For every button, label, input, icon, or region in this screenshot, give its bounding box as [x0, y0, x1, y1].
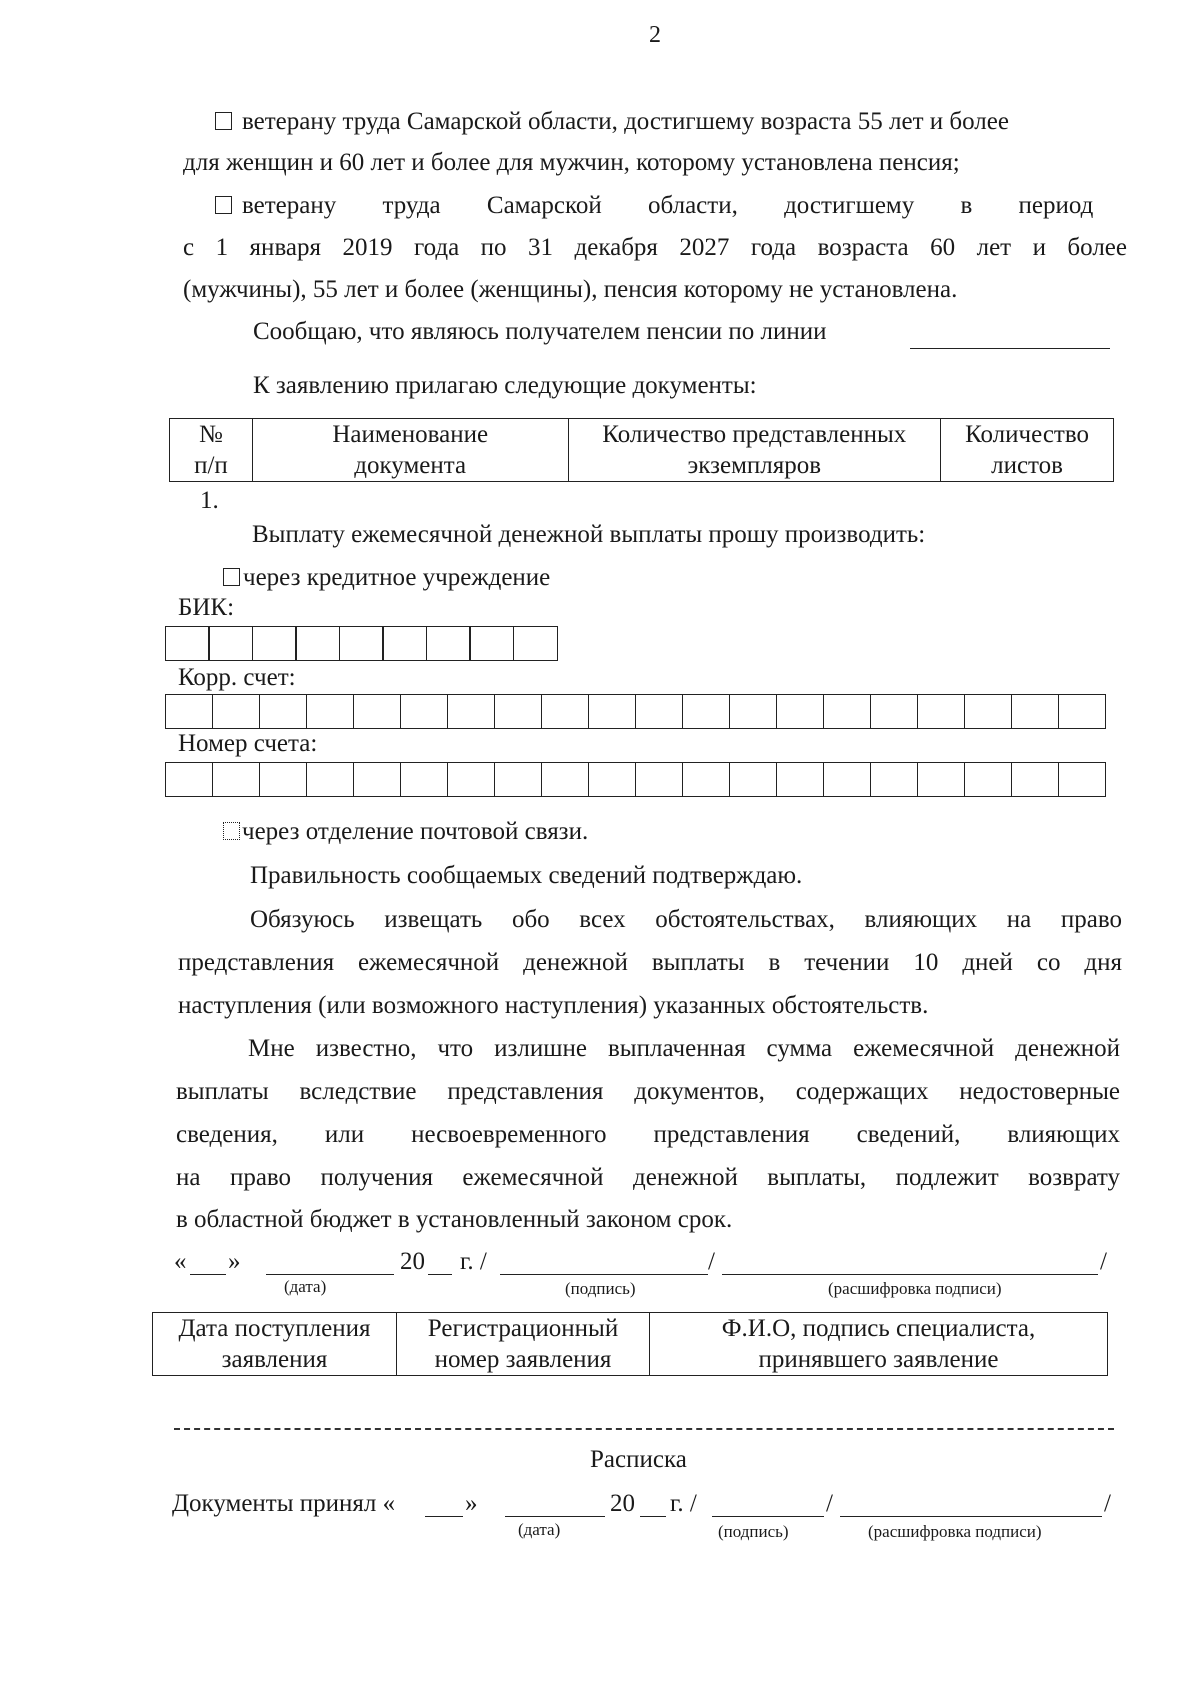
- receipt-accepted: Документы принял «: [172, 1490, 396, 1517]
- sig-quote-open: «: [174, 1248, 187, 1275]
- option-2-line-2: с 1 января 2019 года по 31 декабря 2027 года возраста 60 лет и более: [183, 234, 1127, 261]
- documents-row-1-number: 1.: [200, 487, 219, 514]
- confirm-text: Правильность сообщаемых сведений подтверждаю.: [250, 862, 803, 889]
- checkbox-post[interactable]: [223, 822, 240, 840]
- option-2-line-3: (мужчины), 55 лет и более (женщины), пенсия которому не установлена.: [183, 276, 958, 303]
- corr-account-label: Корр. счет:: [178, 664, 296, 691]
- post-option: [223, 818, 588, 846]
- receipt-slash-2: /: [1104, 1490, 1111, 1517]
- sig-month-field[interactable]: [266, 1274, 394, 1275]
- registration-table: [152, 1312, 1108, 1376]
- receipt-decode-field[interactable]: [840, 1516, 1102, 1517]
- receipt-g: г. /: [670, 1490, 697, 1517]
- cut-line: [174, 1428, 1114, 1430]
- checkbox-option-1[interactable]: [215, 112, 232, 130]
- sig-signature-field[interactable]: [500, 1274, 708, 1275]
- option-1-text: ветерану труда Самарской области, достигшему возраста 55 лет и более: [242, 108, 1009, 135]
- sig-sign-caption: (подпись): [565, 1279, 636, 1298]
- receipt-year: 20: [610, 1490, 635, 1517]
- col-copies: Количество представленных экземпляров: [568, 419, 941, 482]
- receipt-day-field[interactable]: [425, 1516, 463, 1517]
- option-2-line-1: [215, 192, 1127, 220]
- bik-input-cells[interactable]: [166, 626, 558, 661]
- sig-g: г. /: [460, 1248, 487, 1275]
- receipt-slash-1: /: [826, 1490, 833, 1517]
- obligation-line-2: представления ежемесячной денежной выплаты в течении 10 дней со дня: [178, 949, 1122, 976]
- bik-label: БИК:: [178, 594, 235, 621]
- aware-line-3: сведения, или несвоевременного представления сведений, влияющих: [176, 1121, 1120, 1148]
- receipt-year-field[interactable]: [640, 1516, 666, 1517]
- obligation-line-3: наступления (или возможного наступления) указанных обстоятельств.: [178, 992, 929, 1019]
- payment-intro: Выплату ежемесячной денежной выплаты прошу производить:: [252, 521, 926, 548]
- checkbox-option-2[interactable]: [215, 196, 232, 214]
- account-number-label: Номер счета:: [178, 730, 318, 757]
- corr-account-input-cells[interactable]: [166, 694, 1106, 729]
- option-1-line-2: для женщин и 60 лет и более для мужчин, которому установлена пенсия;: [183, 149, 960, 176]
- aware-line-2: выплаты вследствие представления документов, содержащих недостоверные: [176, 1078, 1120, 1105]
- page-number: 2: [649, 22, 661, 48]
- documents-table: [169, 418, 1114, 482]
- sig-slash-1: /: [708, 1248, 715, 1275]
- pension-blank-field[interactable]: [910, 348, 1110, 349]
- obligation-line-1: Обязуюсь извещать обо всех обстоятельствах, влияющих на право: [250, 906, 1122, 933]
- reg-col-specialist: Ф.И.О, подпись специалиста, принявшего заявление: [650, 1313, 1108, 1376]
- credit-option: [223, 564, 550, 592]
- col-doc-name: Наименование документа: [252, 419, 568, 482]
- receipt-date-caption: (дата): [518, 1520, 561, 1539]
- receipt-title: Расписка: [590, 1446, 687, 1473]
- sig-quote-close: »: [228, 1248, 241, 1275]
- post-option-label: через отделение почтовой связи.: [242, 818, 589, 845]
- aware-line-1: Мне известно, что излишне выплаченная сумма ежемесячной денежной: [248, 1035, 1120, 1062]
- documents-table-header: [170, 419, 1114, 482]
- reg-col-number: Регистрационный номер заявления: [397, 1313, 650, 1376]
- col-number: № п/п: [170, 419, 253, 482]
- receipt-month-field[interactable]: [505, 1516, 605, 1517]
- sig-year: 20: [400, 1248, 425, 1275]
- receipt-quote-close: »: [465, 1490, 478, 1517]
- sig-day-field[interactable]: [190, 1274, 226, 1275]
- receipt-sign-caption: (подпись): [718, 1522, 789, 1541]
- attach-intro: К заявлению прилагаю следующие документы:: [253, 372, 757, 399]
- aware-line-4: на право получения ежемесячной денежной выплаты, подлежит возврату: [176, 1164, 1120, 1191]
- receipt-decode-caption: (расшифровка подписи): [868, 1522, 1042, 1541]
- sig-slash-2: /: [1100, 1248, 1107, 1275]
- option-1-line-1: [215, 108, 1009, 136]
- sig-decode-field[interactable]: [722, 1274, 1098, 1275]
- sig-year-field[interactable]: [428, 1274, 452, 1275]
- account-number-input-cells[interactable]: [166, 762, 1106, 797]
- aware-line-5: в областной бюджет в установленный законом срок.: [176, 1206, 733, 1233]
- checkbox-credit[interactable]: [223, 568, 240, 586]
- option-2-text: ветерану труда Самарской области, достигшему в период: [242, 192, 1094, 219]
- sig-decode-caption: (расшифровка подписи): [828, 1279, 1002, 1298]
- pension-line-text: Сообщаю, что являюсь получателем пенсии по линии: [253, 318, 827, 345]
- credit-option-label: через кредитное учреждение: [243, 564, 551, 591]
- reg-col-date: Дата поступления заявления: [153, 1313, 397, 1376]
- sig-date-caption: (дата): [284, 1277, 327, 1296]
- receipt-signature-field[interactable]: [712, 1516, 824, 1517]
- col-sheets: Количество листов: [941, 419, 1114, 482]
